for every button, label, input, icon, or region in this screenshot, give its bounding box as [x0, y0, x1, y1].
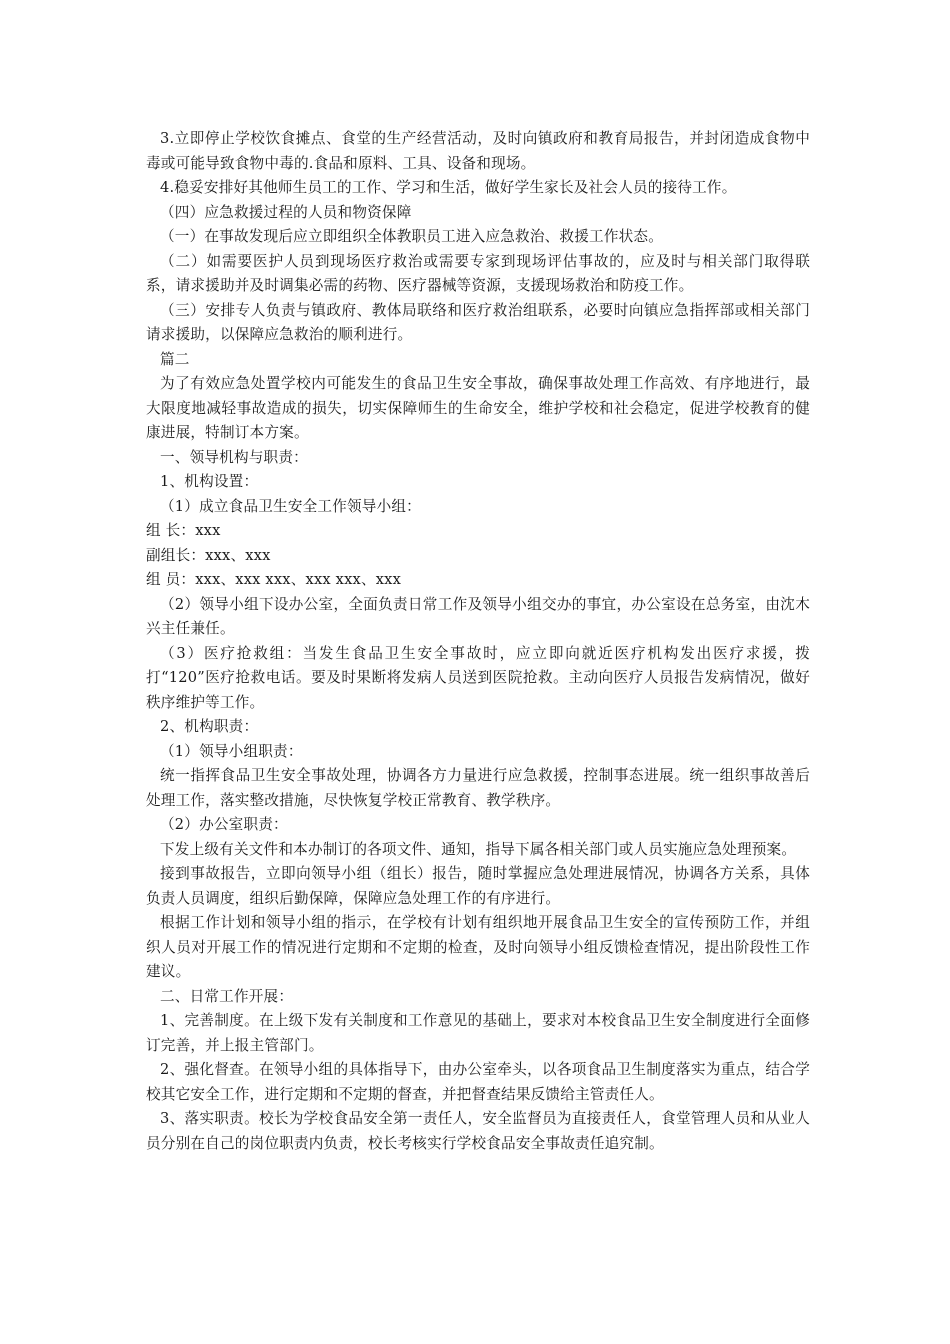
member-line: 组 员：xxx、xxx xxx、xxx xxx、xxx: [146, 571, 402, 588]
paragraph: （3）医疗抢救组：当发生食品卫生安全事故时，应立即向就近医疗机构发出医疗求援，拨打“120”医疗抢救电话。要及时果断将发病人员送到医院抢救。主动向医疗人员报告发病情况，做好秩序维护等工作。: [146, 644, 810, 711]
member-line: 组 长：xxx: [146, 522, 221, 539]
paragraph: （二）如需要医护人员到现场医疗救治或需要专家到现场评估事故的，应及时与相关部门取得联系，请求援助并及时调集必需的药物、医疗器械等资源，支援现场救治和防疫工作。: [146, 252, 810, 294]
document-body: [146, 127, 810, 1156]
paragraph: 根据工作计划和领导小组的指示，在学校有计划有组织地开展食品卫生安全的宣传预防工作，并组织人员对开展工作的情况进行定期和不定期的检查，及时向领导小组反馈检查情况，提出阶段性工作建议。: [146, 914, 810, 980]
section-heading: 二、日常工作开展：: [160, 987, 294, 1005]
paragraph: （2）领导小组下设办公室，全面负责日常工作及领导小组交办的事宜，办公室设在总务室，由沈木兴主任兼任。: [146, 595, 810, 637]
paragraph: 1、完善制度。在上级下发有关制度和工作意见的基础上，要求对本校食品卫生安全制度进行全面修订完善，并上报主管部门。: [146, 1012, 810, 1054]
paragraph: 统一指挥食品卫生安全事故处理，协调各方力量进行应急救援，控制事态进展。统一组织事故善后处理工作，落实整改措施，尽快恢复学校正常教育、教学秩序。: [146, 767, 810, 809]
paragraph: （1）成立食品卫生安全工作领导小组：: [160, 497, 421, 515]
paragraph: （1）领导小组职责：: [160, 742, 303, 760]
subsection-heading: 1、机构设置：: [160, 473, 259, 490]
paragraph: 2、强化督查。在领导小组的具体指导下，由办公室牵头，以各项食品卫生制度落实为重点，结合学校其它安全工作，进行定期和不定期的督查，并把督查结果反馈给主管责任人。: [146, 1061, 810, 1103]
paragraph: 接到事故报告，立即向领导小组（组长）报告，随时掌握应急处理进展情况，协调各方关系，具体负责人员调度，组织后勤保障，保障应急处理工作的有序进行。: [146, 865, 810, 907]
part-heading: 篇二: [160, 350, 190, 368]
paragraph: 为了有效应急处置学校内可能发生的食品卫生安全事故，确保事故处理工作高效、有序地进行，最大限度地减轻事故造成的损失，切实保障师生的生命安全，维护学校和社会稳定，促进学校教育的健康进展，特制订本方案。: [146, 375, 810, 441]
paragraph: （2）办公室职责：: [160, 816, 288, 833]
paragraph: 下发上级有关文件和本办制订的各项文件、通知，指导下属各相关部门或人员实施应急处理预案。: [160, 840, 797, 858]
paragraph: 3.立即停止学校饮食摊点、食堂的生产经营活动，及时向镇政府和教育局报告，并封闭造成食物中毒或可能导致食物中毒的.食品和原料、工具、设备和现场。: [146, 130, 810, 172]
paragraph: （三）安排专人负责与镇政府、教体局联络和医疗救治组联系，必要时向镇应急指挥部或相关部门请求援助，以保障应急救治的顺利进行。: [146, 301, 810, 343]
subsection-heading: 2、机构职责：: [160, 718, 259, 735]
paragraph: 3、落实职责。校长为学校食品安全第一责任人，安全监督员为直接责任人，食堂管理人员和从业人员分别在自己的岗位职责内负责，校长考核实行学校食品安全事故责任追究制。: [146, 1110, 810, 1152]
paragraph: （一）在事故发现后应立即组织全体教职员工进入应急救治、救援工作状态。: [160, 228, 663, 245]
section-heading: 一、领导机构与职责：: [160, 448, 308, 466]
section-heading: （四）应急救援过程的人员和物资保障: [160, 203, 412, 221]
member-line: 副组长：xxx、xxx: [146, 546, 271, 564]
paragraph: 4.稳妥安排好其他师生员工的工作、学习和生活，做好学生家长及社会人员的接待工作。: [160, 179, 737, 196]
